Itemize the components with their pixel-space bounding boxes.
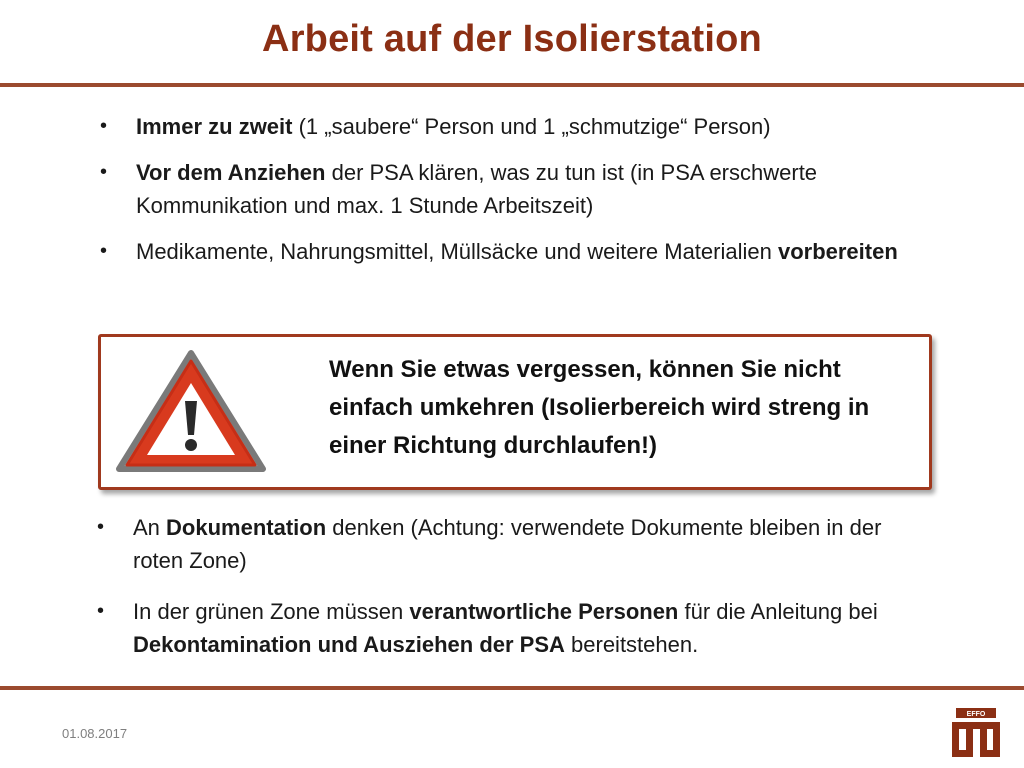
bullet-list-top	[95, 110, 935, 281]
top-divider	[0, 83, 1024, 87]
bullet-dot: •	[100, 161, 108, 183]
bullet-text-bold: verantwortliche Personen	[409, 599, 679, 624]
bullet-text: Medikamente, Nahrungsmittel, Müllsäcke und weitere Materialien	[136, 239, 778, 264]
slide-title: Arbeit auf der Isolierstation	[262, 18, 762, 60]
bullet-item	[92, 595, 932, 661]
bottom-divider	[0, 686, 1024, 690]
warning-triangle-icon	[115, 347, 267, 475]
bullet-item	[95, 110, 935, 143]
bullet-dot: •	[97, 516, 105, 538]
bullet-text-bold: Immer zu zweit	[136, 114, 293, 139]
bullet-text: für die Anleitung bei	[678, 599, 878, 624]
bullet-text: der PSA klären, was zu tun ist (in PSA erschwerte Kommunikation und max. 1 Stunde Arbeitszeit)	[136, 160, 818, 218]
bullet-dot: •	[97, 600, 105, 622]
bullet-text-bold: vorbereiten	[777, 239, 898, 264]
bullet-text: In der grünen Zone müssen	[133, 599, 410, 624]
bullet-item	[95, 156, 935, 222]
bullet-item	[95, 235, 935, 268]
bullet-text: (1 „saubere“ Person und 1 „schmutzige“ Person)	[292, 114, 771, 139]
svg-text:EFFO: EFFO	[966, 711, 986, 718]
warning-text: Wenn Sie etwas vergessen, können Sie nicht einfach umkehren (Isolierbereich wird streng in einer Richtung durchlaufen!)	[329, 356, 870, 459]
effo-logo-icon	[950, 706, 1002, 760]
bullet-list-bottom	[92, 511, 932, 679]
bullet-text-bold: Dekontamination und Ausziehen der PSA	[133, 632, 565, 657]
bullet-item	[92, 511, 932, 577]
footer-date: 01.08.2017	[62, 726, 128, 741]
bullet-text: denken (Achtung: verwendete Dokumente bleiben in der roten Zone)	[133, 515, 882, 573]
warning-box	[98, 334, 932, 490]
bullet-text: An	[133, 515, 167, 540]
bullet-text-bold: Vor dem Anziehen	[136, 160, 326, 185]
bullet-text: bereitstehen.	[564, 632, 699, 657]
bullet-text-bold: Dokumentation	[166, 515, 327, 540]
bullet-dot: •	[100, 240, 108, 262]
bullet-dot: •	[100, 115, 108, 137]
